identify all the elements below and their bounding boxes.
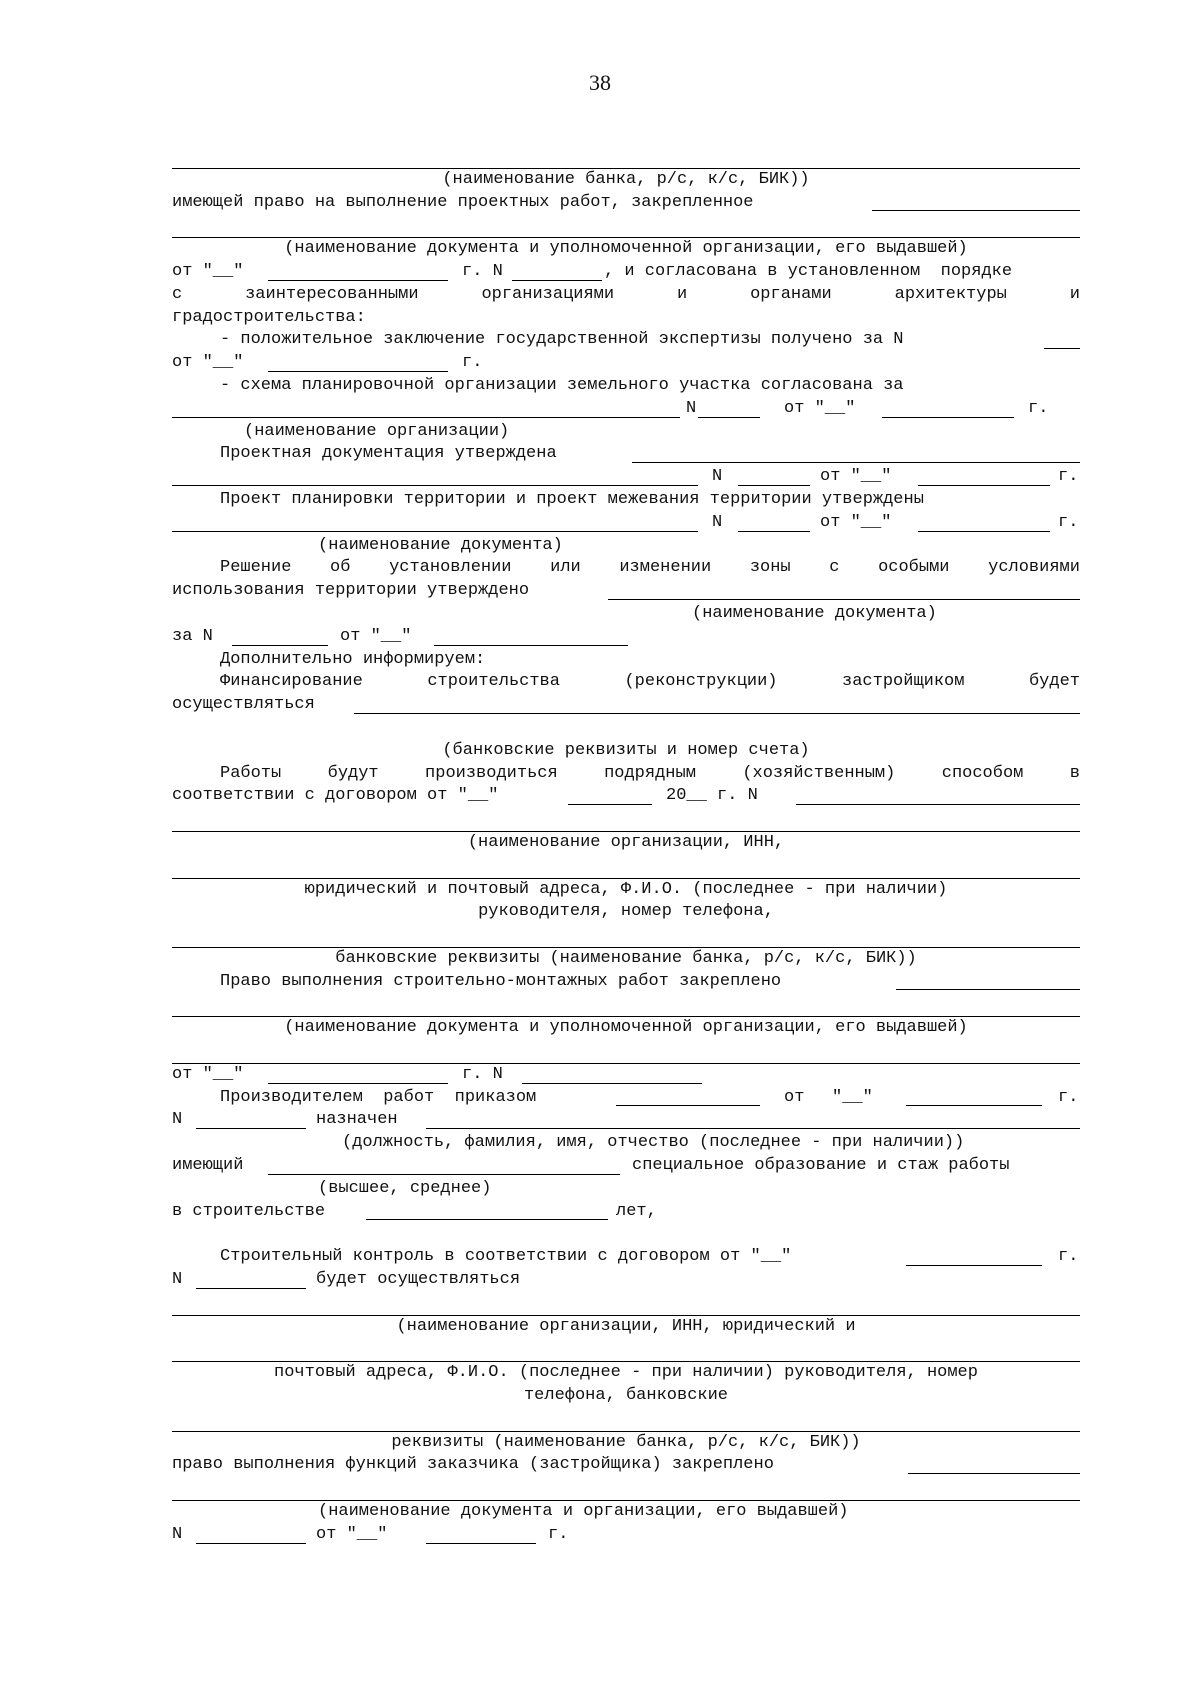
word: органами — [750, 284, 832, 304]
contract-text: соответствии с договором от "__" — [172, 786, 499, 806]
number-field[interactable] — [522, 1083, 702, 1084]
customer-rights-text: право выполнения функций заказчика (застройщика) закреплено — [172, 1455, 774, 1475]
word: изменении — [619, 558, 712, 578]
blank-line[interactable] — [172, 924, 1080, 948]
year-label: г. — [1058, 467, 1079, 487]
order-text: Производителем работ приказом — [220, 1087, 537, 1107]
word: архитектуры — [894, 284, 1007, 304]
supervision-number-line — [172, 1269, 1080, 1292]
project-docs-number-line — [172, 466, 1080, 489]
site-plan-line — [172, 398, 1080, 421]
caption-supervisor-bank: реквизиты (наименование банка, р/с, к/с, БИК)) — [391, 1432, 861, 1452]
contract-line — [172, 785, 1080, 808]
financing-field[interactable] — [354, 713, 1080, 714]
works-line — [172, 763, 1080, 786]
word: организациями — [481, 284, 615, 304]
project-docs-text: Проектная документация утверждена — [220, 444, 557, 464]
caption-addresses: юридический и почтовый адреса, Ф.И.О. (последнее - при наличии) — [304, 879, 948, 899]
caption-contractor: (наименование организации, ИНН, — [467, 832, 785, 852]
site-plan-text — [172, 375, 1080, 398]
document-date-line — [172, 261, 1080, 284]
expertise-text: - положительное заключение государственной экспертизы получено за N — [220, 330, 904, 350]
date-quotes: "__" — [832, 1087, 873, 1107]
word: застройщиком — [842, 672, 965, 692]
word: будут — [327, 763, 379, 783]
number-label: N — [172, 1110, 183, 1130]
appointed-field[interactable] — [426, 1128, 1080, 1129]
rights-date-line — [172, 1064, 1080, 1087]
year-label: г. — [1058, 1247, 1079, 1267]
document-field[interactable] — [172, 531, 698, 532]
experience-field[interactable] — [366, 1219, 608, 1220]
caption-customer-document: (наименование документа и организации, его выдавшей) — [318, 1502, 849, 1522]
date-field[interactable] — [268, 280, 448, 281]
caption-supervisor-address: почтовый адреса, Ф.И.О. (последнее - при наличии) руководителя, номер — [274, 1363, 978, 1383]
construction-rights-field[interactable] — [896, 989, 1080, 990]
word: зоны — [749, 558, 791, 578]
caption-bank-details: банковские реквизиты (наименование банка, р/с, к/с, БИК)) — [335, 948, 917, 968]
date-field[interactable] — [882, 417, 1014, 418]
blank-line[interactable] — [172, 1338, 1080, 1362]
education-field[interactable] — [268, 1174, 620, 1175]
word: в — [1069, 763, 1080, 783]
date-field[interactable] — [426, 1543, 536, 1544]
financing-field-line — [172, 694, 1080, 717]
word: Работы — [220, 763, 282, 783]
caption-education: (высшее, среднее) — [318, 1178, 492, 1198]
caption-document-authority: (наименование документа и уполномоченной организации, его выдавшей) — [284, 1018, 968, 1038]
expertise-line — [172, 329, 1080, 352]
word: будет — [1028, 672, 1080, 692]
caption-bank-name: (наименование банка, р/с, к/с, БИК)) — [442, 169, 810, 189]
word: установлении — [389, 558, 512, 578]
date-label: от "__" — [820, 512, 892, 532]
number-field[interactable] — [512, 280, 602, 281]
date-field[interactable] — [918, 485, 1050, 486]
territory-use-text: использования территории утверждено — [172, 581, 530, 601]
spacer — [172, 1223, 1080, 1246]
year-label: г. — [1058, 1087, 1079, 1107]
caption-document-line — [172, 603, 1080, 626]
construction-rights-line — [172, 971, 1080, 994]
caption-bank-account: (банковские реквизиты и номер счета) — [442, 740, 810, 760]
caption-document: (наименование документа) — [318, 535, 563, 555]
blank-line[interactable] — [172, 1477, 1080, 1501]
date-label: от "__" — [172, 261, 244, 281]
organization-field[interactable] — [172, 417, 680, 418]
customer-rights-field[interactable] — [908, 1473, 1080, 1474]
site-plan-label: - схема планировочной организации земельного участка согласована за — [220, 375, 904, 395]
education-line — [172, 1155, 1080, 1178]
date-label: от "__" — [316, 1524, 388, 1544]
number-label: N — [712, 467, 723, 487]
blank-line[interactable] — [172, 808, 1080, 832]
word: об — [330, 558, 351, 578]
caption-head-phone: руководителя, номер телефона, — [478, 902, 774, 922]
caption-document: (наименование документа) — [692, 603, 937, 623]
number-label: N — [686, 398, 697, 418]
date-label: от "__" — [784, 398, 856, 418]
zone-number-line — [172, 626, 1080, 649]
construction-rights-text: Право выполнения строительно-монтажных работ закреплено — [220, 971, 782, 991]
design-rights-field[interactable] — [872, 210, 1080, 211]
blank-line[interactable] — [172, 1292, 1080, 1316]
number-field[interactable] — [698, 417, 760, 418]
word: и — [676, 284, 688, 304]
spacer — [172, 717, 1080, 740]
order-line — [172, 1087, 1080, 1110]
word: и — [1069, 284, 1080, 304]
number-field[interactable] — [232, 645, 328, 646]
will-be-text: будет осуществляться — [316, 1270, 521, 1290]
page-number: 38 — [589, 70, 611, 95]
word: строительства — [427, 672, 560, 692]
caption-organization: (наименование организации) — [244, 421, 510, 441]
number-field[interactable] — [196, 1128, 306, 1129]
expertise-number-field[interactable] — [1044, 348, 1080, 349]
caption-person-line — [172, 1132, 1080, 1155]
number-label: N — [172, 1524, 183, 1544]
having-text: имеющий — [172, 1156, 244, 1176]
zone-decision-line — [172, 557, 1080, 580]
word: заинтересованными — [245, 284, 419, 304]
customer-rights-line — [172, 1454, 1080, 1477]
customer-number-line — [172, 1524, 1080, 1547]
date-field[interactable] — [906, 1105, 1042, 1106]
education-text: специальное образование и стаж работы — [632, 1156, 1010, 1176]
blank-line[interactable] — [172, 1408, 1080, 1432]
blank-line[interactable] — [172, 1040, 1080, 1064]
date-field[interactable] — [434, 645, 628, 646]
territory-use-field[interactable] — [608, 599, 1080, 600]
word: условиями — [988, 558, 1080, 578]
design-rights-line — [172, 192, 1080, 215]
date-label: от "__" — [820, 467, 892, 487]
caption-person: (должность, фамилия, имя, отчество (последнее - при наличии)) — [342, 1133, 965, 1153]
blank-line[interactable] — [172, 145, 1080, 169]
additional-info-text: Дополнительно информируем: — [220, 649, 486, 669]
year-label: г. — [548, 1524, 569, 1544]
blank-line[interactable] — [172, 855, 1080, 879]
order-field[interactable] — [616, 1105, 760, 1106]
word: Решение — [220, 558, 292, 578]
caption-customer-document-line — [172, 1501, 1080, 1524]
number-label: г. N — [462, 1064, 503, 1084]
territory-plan-number-line — [172, 512, 1080, 535]
date-label: от "__" — [172, 1064, 244, 1084]
years-text: лет, — [616, 1201, 657, 1221]
date-field[interactable] — [918, 531, 1050, 532]
caption-supervisor: (наименование организации, ИНН, юридический и — [396, 1316, 856, 1336]
year-label: г. — [1058, 512, 1079, 532]
caption-organization-line — [172, 421, 1080, 444]
territory-plan-label: Проект планировки территории и проект межевания территории утверждены — [220, 489, 924, 509]
word: с — [172, 284, 183, 304]
construction-text: в строительстве — [172, 1201, 326, 1221]
supervision-text: Строительный контроль в соответствии с договором от "__" — [220, 1247, 792, 1267]
territory-use-line — [172, 580, 1080, 603]
word: Финансирование — [220, 672, 363, 692]
number-label: за N — [172, 626, 213, 646]
agreed-organizations-line — [172, 284, 1080, 307]
caption-document-authority: (наименование документа и уполномоченной организации, его выдавшей) — [284, 239, 968, 259]
word: или — [550, 558, 581, 578]
word: способом — [941, 763, 1024, 783]
number-label: N — [712, 512, 723, 532]
agreed-text: , и согласована в установленном порядке — [604, 261, 1013, 281]
date-field[interactable] — [906, 1265, 1042, 1266]
expertise-date-line — [172, 352, 1080, 375]
appointed-text: назначен — [316, 1110, 398, 1130]
document-field[interactable] — [172, 485, 698, 486]
number-field[interactable] — [196, 1543, 306, 1544]
urban-planning-text: градостроительства: — [172, 307, 366, 327]
date-label: от "__" — [340, 626, 412, 646]
project-docs-field[interactable] — [632, 462, 1080, 463]
financing-line — [172, 671, 1080, 694]
word: особыми — [878, 558, 950, 578]
number-field[interactable] — [738, 485, 810, 486]
year-label: г. — [462, 353, 483, 373]
supervision-line — [172, 1246, 1080, 1269]
contract-number-field[interactable] — [796, 804, 1080, 805]
design-rights-text: имеющей право на выполнение проектных работ, закрепленное — [172, 192, 754, 212]
number-field[interactable] — [738, 531, 810, 532]
word: подрядным — [604, 763, 696, 783]
financing-text: осуществляться — [172, 695, 315, 715]
date-label: от "__" — [172, 353, 244, 373]
date-field[interactable] — [568, 804, 652, 805]
word: производиться — [425, 763, 558, 783]
appointed-line — [172, 1109, 1080, 1132]
caption-document-line — [172, 535, 1080, 558]
form-document — [172, 145, 1080, 1547]
blank-line[interactable] — [172, 993, 1080, 1017]
year-number-label: 20__ г. N — [666, 786, 758, 806]
blank-line[interactable] — [172, 214, 1080, 238]
word: с — [829, 558, 840, 578]
number-label: г. N — [462, 261, 503, 281]
experience-line — [172, 1201, 1080, 1224]
date-label: от — [784, 1087, 805, 1107]
number-field[interactable] — [196, 1288, 306, 1289]
word: (хозяйственным) — [742, 763, 896, 783]
date-field[interactable] — [268, 1083, 448, 1084]
caption-education-line — [172, 1178, 1080, 1201]
date-field[interactable] — [268, 371, 448, 372]
project-docs-line — [172, 443, 1080, 466]
caption-supervisor-phone: телефона, банковские — [523, 1386, 729, 1406]
word: (реконструкции) — [624, 672, 778, 692]
territory-plan-text — [172, 489, 1080, 512]
year-label: г. — [1028, 398, 1049, 418]
number-label: N — [172, 1270, 183, 1290]
